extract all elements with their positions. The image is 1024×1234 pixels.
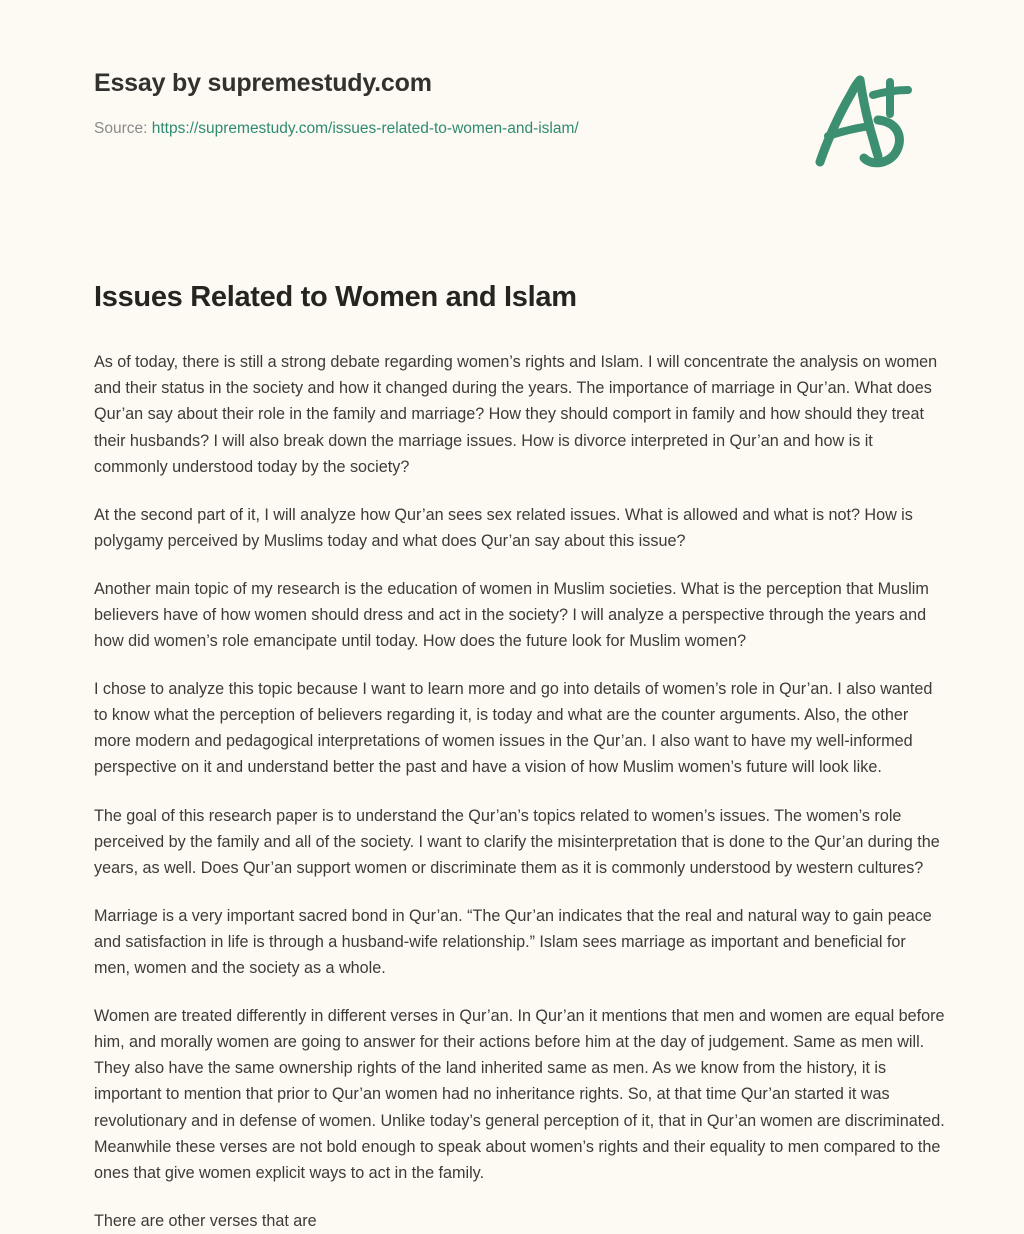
article xyxy=(0,279,1024,1234)
paragraph: The goal of this research paper is to understand the Qur’an’s topics related to women’s issues. The women’s role perceived by the family and all of the society. I want to clarify the misinterpretation that is done to the Qur’an during the years, as well. Does Qur’an support women or discriminate them as it is commonly understood by western cultures? xyxy=(94,806,940,877)
a-plus-logo-icon xyxy=(804,66,924,176)
paragraph: At the second part of it, I will analyze how Qur’an sees sex related issues. What is allowed and what is not? How is polygamy perceived by Muslims today and what does Qur’an say about this issue? xyxy=(94,505,913,550)
paragraph: Marriage is a very important sacred bond in Qur’an. “The Qur’an indicates that the real and natural way to gain peace and satisfaction in life is through a husband-wife relationship.” Islam sees marriage as important and beneficial for men, women and the society as a whole. xyxy=(94,906,932,978)
header-text-block xyxy=(94,62,579,139)
document-header xyxy=(0,0,1024,176)
source-label: Source: xyxy=(94,120,148,137)
article-body xyxy=(94,349,946,1234)
paragraph: Women are treated differently in different verses in Qur’an. In Qur’an it mentions that men and women are equal before him, and morally women are going to answer for their actions before him at the day of judgement. Same as men will. They also have the same ownership rights of the land inherited same as men. As we know from the history, it is important to mention that prior to Qur’an women had no inheritance rights. So, at that time Qur’an started it was revolutionary and in defense of women. Unlike today’s general perception of it, that in Qur’an women are discriminated. Meanwhile these verses are not bold enough to speak about women’s rights and their equality to men compared to the ones that give women explicit ways to act in the family. xyxy=(94,1007,945,1182)
paragraph: I chose to analyze this topic because I want to learn more and go into details of women’s role in Qur’an. I also wanted to know what the perception of believers regarding it, is today and what are the counter arguments. Also, the other more modern and pedagogical interpretations of women issues in the Qur’an. I also want to have my well-informed perspective on it and understand better the past and have a vision of how Muslim women’s future will look like. xyxy=(94,680,933,777)
source-line xyxy=(94,119,579,139)
source-url-link[interactable]: https://supremestudy.com/issues-related-to-women-and-islam/ xyxy=(151,120,579,137)
a-plus-logo-svg xyxy=(804,66,924,176)
essay-byline: Essay by supremestudy.com xyxy=(94,69,432,97)
page-title: Issues Related to Women and Islam xyxy=(94,281,577,313)
paragraph: Another main topic of my research is the education of women in Muslim societies. What is the perception that Muslim believers have of how women should dress and act in the society? I will analyze a perspective through the years and how did women’s role emancipate until today. How does the future look for Muslim women? xyxy=(94,579,929,651)
paragraph: As of today, there is still a strong debate regarding women’s rights and Islam. I will concentrate the analysis on women and their status in the society and how it changed during the years. The importance of marriage in Qur’an. What does Qur’an say about their role in the family and marriage? How they should comport in family and how should they treat their husbands? I will also break down the marriage issues. How is divorce interpreted in Qur’an and how is it commonly understood today by the society? xyxy=(94,353,938,476)
paragraph: There are other verses that are xyxy=(94,1211,317,1230)
